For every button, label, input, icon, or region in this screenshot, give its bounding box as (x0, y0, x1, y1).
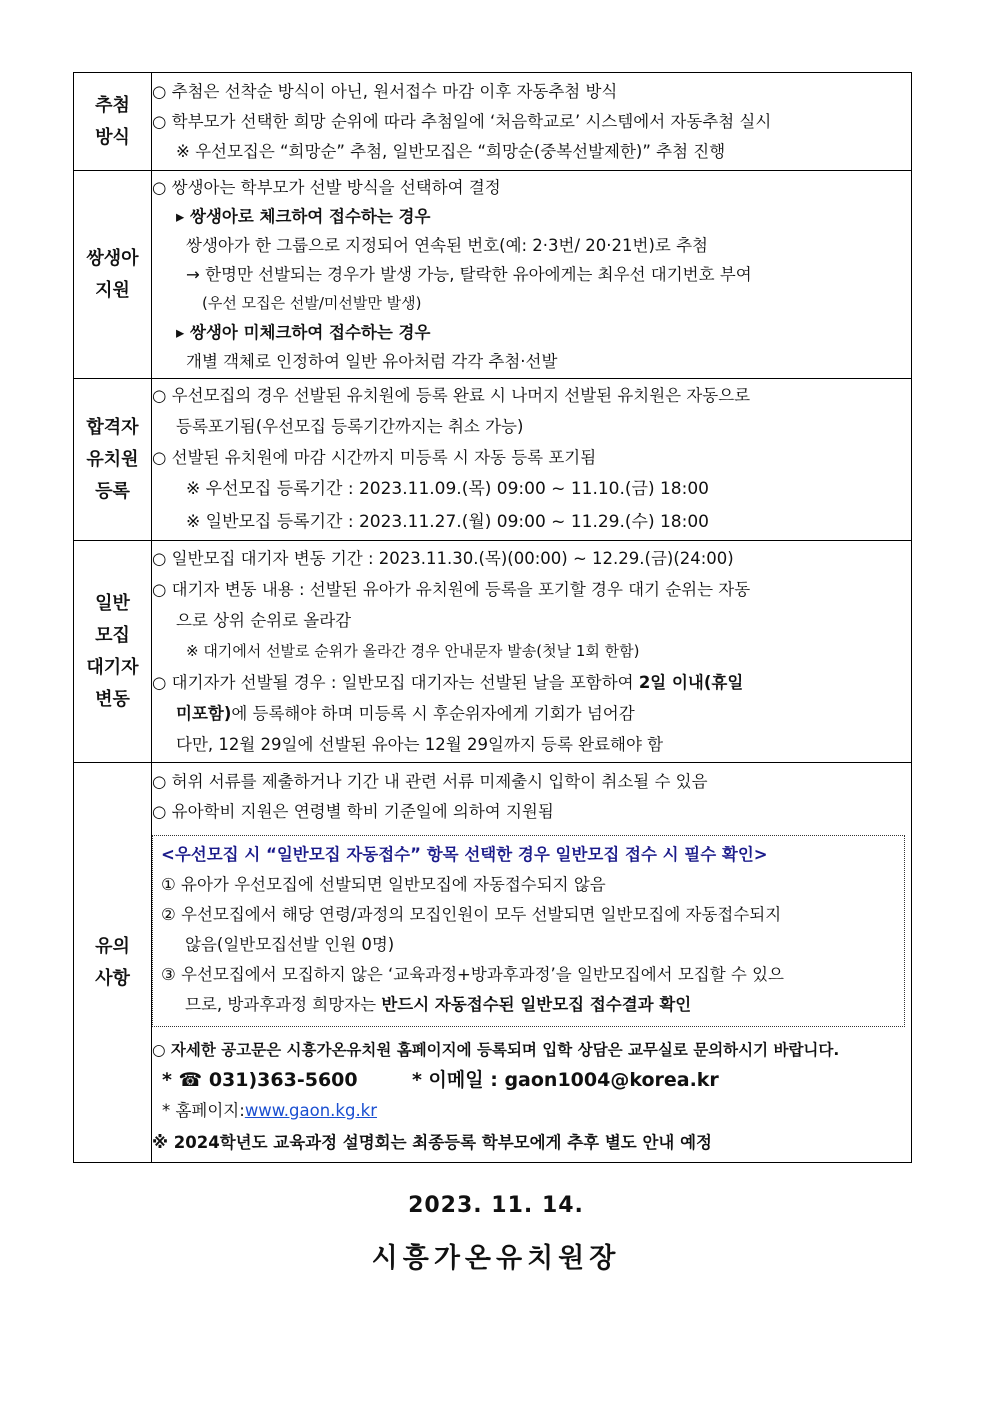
waitlist-line-2: ○ 대기자 변동 내용 : 선발된 유아가 유치원에 등록을 포기할 경우 대기 순위는 자동 (152, 580, 751, 599)
register-line-1: ○ 우선모집의 경우 선발된 유치원에 등록 완료 시 나머지 선발된 유치원은 자동으로 (152, 386, 751, 405)
row-body-twins (152, 171, 912, 379)
row-waitlist (74, 541, 912, 763)
header-line: 변동 (95, 688, 130, 710)
row-body-lottery (152, 73, 912, 171)
row-header-notes (74, 763, 152, 1163)
row-header-register (74, 379, 152, 541)
contact-row (152, 1065, 911, 1095)
waitlist-line-5 (152, 667, 911, 698)
row-body-waitlist (152, 541, 912, 763)
header-line: 추첨 (95, 94, 130, 116)
orientation-note: ※ 2024학년도 교육과정 설명회는 최종등록 학부모에게 추후 별도 안내 예정 (152, 1132, 712, 1152)
header-line: 쌍생아 (86, 247, 139, 269)
notice-item-2-cont: 않음(일반모집선발 인원 0명) (185, 934, 395, 954)
twins-line-7: 개별 객체로 인정하여 일반 유아처럼 각각 추첨·선발 (186, 352, 558, 371)
lottery-note: ※ 우선모집은 “희망순” 추첨, 일반모집은 “희망순(중복선발제한)” 추첨 진행 (176, 141, 726, 161)
notice-item-3-cont (161, 990, 896, 1020)
info-table (73, 72, 912, 1163)
notes-line-2: ○ 유아학비 지원은 연령별 학비 기준일에 의하여 지원됨 (152, 801, 554, 821)
waitlist-holiday-bold: 미포함) (176, 704, 232, 723)
lottery-line-1: ○ 추첨은 선착순 방식이 아닌, 원서접수 마감 이후 자동추첨 방식 (152, 81, 618, 101)
row-header-twins (74, 171, 152, 379)
auto-application-notice-box (152, 835, 905, 1027)
waitlist-line-3: 으로 상위 순위로 올라감 (176, 611, 352, 630)
row-header-lottery (74, 73, 152, 171)
email-address: * 이메일 : gaon1004@korea.kr (412, 1068, 719, 1091)
general-registration-period: ※ 일반모집 등록기간 : 2023.11.27.(월) 09:00 ~ 11.29.(수) 18:00 (186, 512, 709, 532)
row-header-waitlist (74, 541, 152, 763)
header-line: 지원 (95, 279, 130, 301)
waitlist-line-6-text: 에 등록해야 하며 미등록 시 후순위자에게 기회가 넘어감 (231, 704, 635, 723)
waitlist-deadline-bold: 2일 이내(휴일 (638, 673, 744, 692)
row-notes (74, 763, 912, 1163)
notice-item-3: ③ 우선모집에서 모집하지 않은 ‘교육과정+방과후과정’을 일반모집에서 모집할 수 있으 (161, 964, 784, 984)
homepage-row (152, 1095, 911, 1127)
notice-box-title: <우선모집 시 “일반모집 자동접수” 항목 선택한 경우 일반모집 접수 시 필수 확인> (161, 844, 768, 864)
twins-line-5: (우선 모집은 선발/미선발만 발생) (202, 294, 422, 312)
waitlist-line-6 (152, 698, 911, 729)
notice-item-3-text: 므로, 방과후과정 희망자는 (185, 994, 382, 1014)
notes-line-1: ○ 허위 서류를 제출하거나 기간 내 관련 서류 미제출시 입학이 취소될 수 있음 (152, 771, 708, 791)
header-line: 유치원 (86, 448, 139, 470)
row-register (74, 379, 912, 541)
row-body-notes (152, 763, 912, 1163)
notes-info: ○ 자세한 공고문은 시흥가온유치원 홈페이지에 등록되며 입학 상담은 교무실로 문의하시기 바랍니다. (152, 1040, 840, 1059)
header-line: 일반 (95, 592, 130, 614)
twins-check-heading: ▸ 쌍생아로 체크하여 접수하는 경우 (176, 207, 431, 226)
notice-item-1: ① 유아가 우선모집에 선발되면 일반모집에 자동접수되지 않음 (161, 874, 606, 894)
header-line: 대기자 (86, 656, 139, 678)
waitlist-line-5-text: ○ 대기자가 선발될 경우 : 일반모집 대기자는 선발된 날을 포함하여 (152, 673, 639, 692)
row-lottery (74, 73, 912, 171)
notice-item-3-bold: 반드시 자동접수된 일반모집 접수결과 확인 (381, 994, 692, 1014)
header-line: 모집 (95, 624, 130, 646)
lottery-line-2: ○ 학부모가 선택한 희망 순위에 따라 추첨일에 ‘처음학교로’ 시스템에서 자동추첨 실시 (152, 111, 772, 131)
twins-line-1: ○ 쌍생아는 학부모가 선발 방식을 선택하여 결정 (152, 178, 501, 197)
notice-item-2: ② 우선모집에서 해당 연령/과정의 모집인원이 모두 선발되면 일반모집에 자동접수되지 (161, 904, 782, 924)
register-line-2: 등록포기됨(우선모집 등록기간까지는 취소 가능) (176, 417, 524, 436)
homepage-label: * 홈페이지: (162, 1100, 245, 1120)
waitlist-note: ※ 대기에서 선발로 순위가 올라간 경우 안내문자 발송(첫날 1회 한함) (186, 642, 640, 660)
twins-nocheck-heading: ▸ 쌍생아 미체크하여 접수하는 경우 (176, 323, 431, 342)
register-line-3: ○ 선발된 유치원에 마감 시간까지 미등록 시 자동 등록 포기됨 (152, 448, 597, 467)
waitlist-line-7: 다만, 12월 29일에 선발된 유아는 12월 29일까지 등록 완료해야 함 (176, 735, 664, 754)
principal-signature: 시흥가온유치원장 (371, 1243, 621, 1274)
header-line: 사항 (95, 967, 130, 989)
waitlist-period: ○ 일반모집 대기자 변동 기간 : 2023.11.30.(목)(00:00) ~ 12.29.(금)(24:00) (152, 549, 734, 568)
priority-registration-period: ※ 우선모집 등록기간 : 2023.11.09.(목) 09:00 ~ 11.10.(금) 18:00 (186, 479, 709, 499)
twins-line-4: → 한명만 선발되는 경우가 발생 가능, 탈락한 유아에게는 최우선 대기번호 부여 (186, 265, 752, 284)
row-body-register (152, 379, 912, 541)
header-line: 방식 (95, 126, 130, 148)
header-line: 합격자 (86, 416, 139, 438)
header-line: 유의 (95, 935, 130, 957)
twins-line-3: 쌍생아가 한 그룹으로 지정되어 연속된 번호(예: 2·3번/ 20·21번)로 추첨 (186, 236, 708, 255)
row-twins (74, 171, 912, 379)
phone-number: * ☎ 031)363-5600 (162, 1068, 358, 1091)
document-date: 2023. 11. 14. (408, 1193, 584, 1218)
header-line: 등록 (95, 480, 130, 502)
homepage-link[interactable]: www.gaon.kg.kr (244, 1100, 378, 1120)
